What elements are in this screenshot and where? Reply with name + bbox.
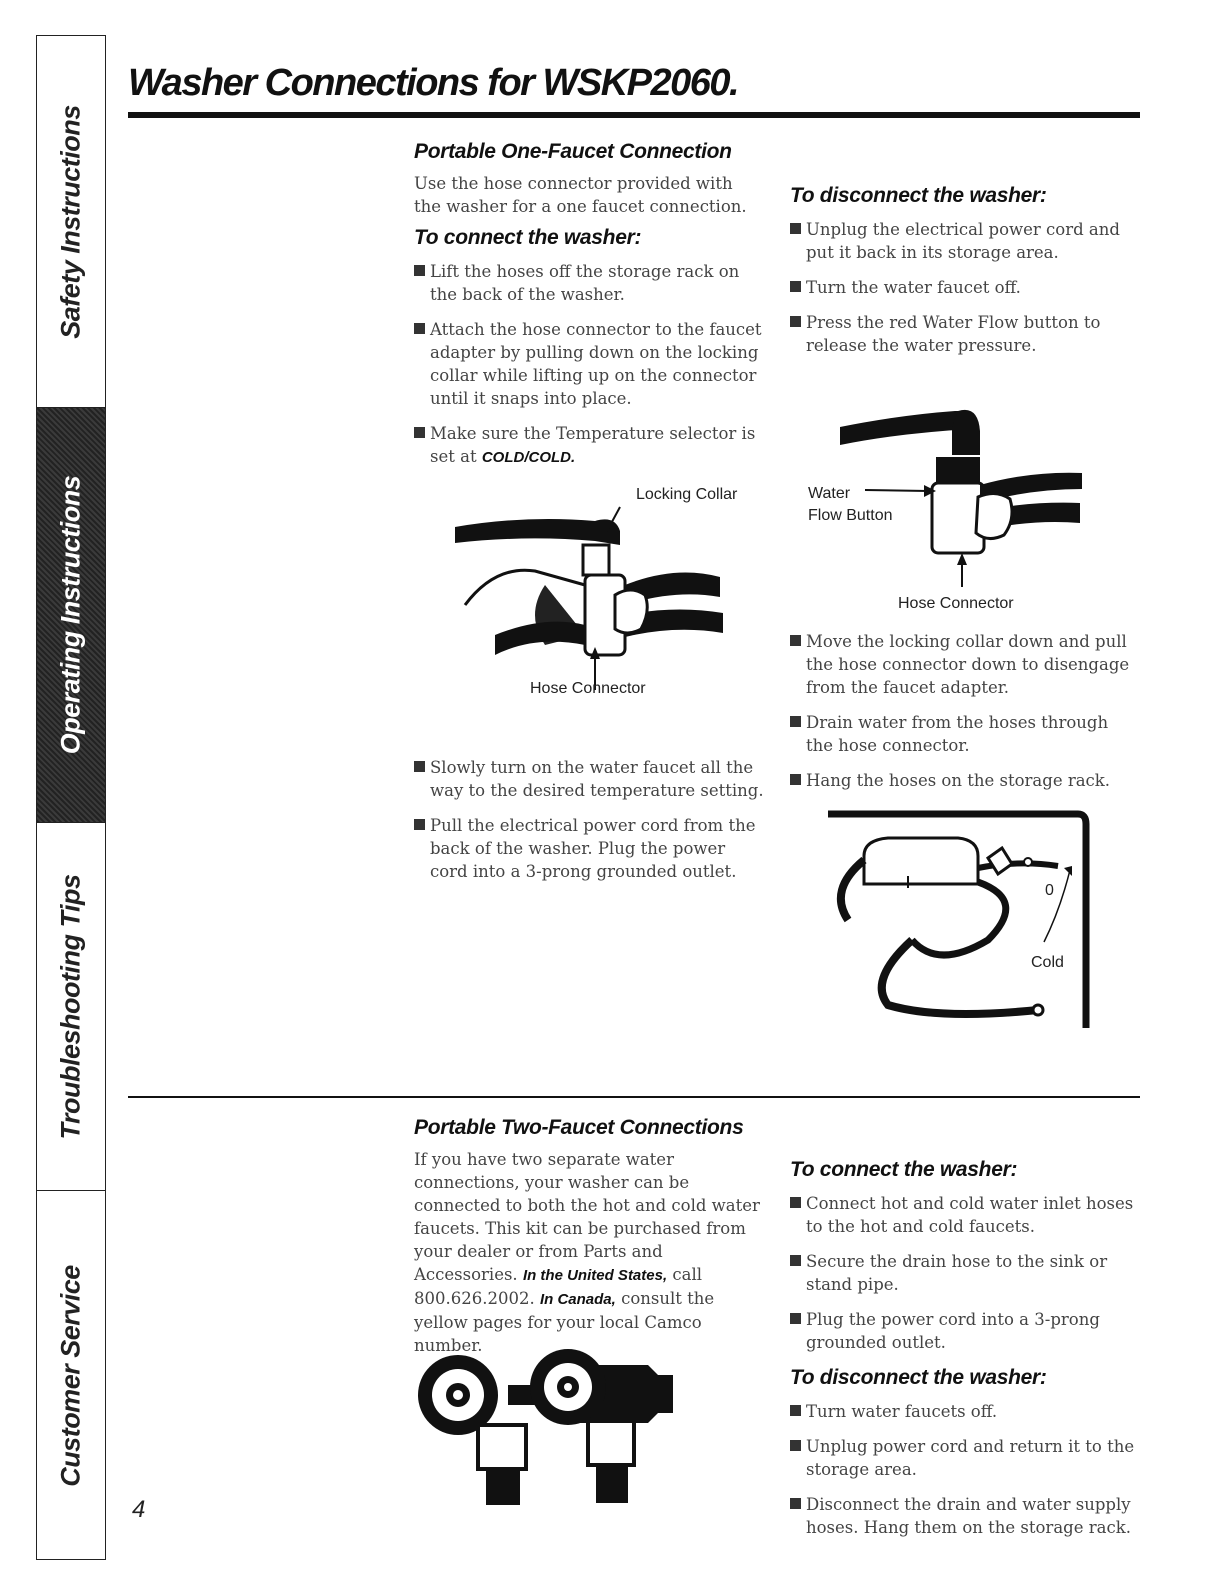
one-faucet-disconnect-steps-2 xyxy=(790,630,1140,804)
country-us: In the United States, xyxy=(522,1267,668,1284)
water-label: Water xyxy=(808,485,851,502)
step-item: Disconnect the drain and water supply hoses. Hang them on the storage rack. xyxy=(790,1493,1140,1539)
tab-label: Operating Instructions xyxy=(55,475,86,755)
locking-collar-label: Locking Collar xyxy=(636,486,738,503)
tab-operating-instructions[interactable] xyxy=(37,408,105,823)
hose-connector-label: Hose Connector xyxy=(898,595,1014,612)
step-item: Attach the hose connector to the faucet adapter by pulling down on the locking collar while lifting up on the connector until it snaps into place. xyxy=(414,318,764,410)
page-number: 4 xyxy=(132,1496,146,1523)
faucet-hose-connector-illustration xyxy=(455,505,735,675)
step-item: Drain water from the hoses through the hose connector. xyxy=(790,711,1140,757)
intro-text xyxy=(414,1148,768,1357)
step-item: Connect hot and cold water inlet hoses to the hot and cold faucets. xyxy=(790,1192,1140,1238)
step-item: Move the locking collar down and pull the hose connector down to disengage from the faucet adapter. xyxy=(790,630,1140,699)
step-item: Pull the electrical power cord from the back of the washer. Plug the power cord into a 3-prong grounded outlet. xyxy=(414,814,764,883)
two-faucet-steps-column xyxy=(790,1152,1140,1551)
connect-heading: To connect the washer: xyxy=(790,1158,1018,1181)
step-text: Make sure the Temperature selector is set at xyxy=(430,424,756,466)
step-item: Slowly turn on the water faucet all the way to the desired temperature setting. xyxy=(414,756,764,802)
section-divider xyxy=(128,1096,1140,1098)
step-item: Secure the drain hose to the sink or stand pipe. xyxy=(790,1250,1140,1296)
disconnect-heading: To disconnect the washer: xyxy=(790,184,1047,207)
step-item: Turn the water faucet off. xyxy=(790,276,1140,299)
section-heading: Portable Two-Faucet Connections xyxy=(414,1116,744,1139)
step-item: Unplug power cord and return it to the storage area. xyxy=(790,1435,1140,1481)
tab-label: Troubleshooting Tips xyxy=(55,874,86,1139)
one-faucet-connect-column xyxy=(414,140,764,481)
one-faucet-final-steps xyxy=(414,756,764,895)
disconnect-heading: To disconnect the washer: xyxy=(790,1366,1047,1389)
intro-part: If you have two separate water connections, your washer can be connected to both the hot and cold water faucets. This kit can be purchased from your dealer or from Parts and Accessories. xyxy=(414,1150,760,1284)
step-item: Plug the power cord into a 3-prong grounded outlet. xyxy=(790,1308,1140,1354)
two-faucets-illustration xyxy=(418,1345,680,1505)
tab-label: Safety Instructions xyxy=(55,104,86,339)
flow-button-label: Flow Button xyxy=(808,507,893,524)
section-heading: Portable One-Faucet Connection xyxy=(414,140,732,163)
page-title: Washer Connections for WSKP2060. xyxy=(128,62,739,104)
tab-customer-service[interactable] xyxy=(37,1191,105,1561)
intro-part: consult the yellow pages for your local Camco number. xyxy=(414,1289,715,1355)
intro-text: Use the hose connector provided with the washer for a one faucet connection. xyxy=(414,174,747,216)
intro-part: call 800.626.2002. xyxy=(414,1265,703,1308)
tab-label: Customer Service xyxy=(55,1265,86,1487)
step-item xyxy=(414,422,764,469)
step-item: Lift the hoses off the storage rack on the back of the washer. xyxy=(414,260,764,306)
step-item: Turn water faucets off. xyxy=(790,1400,1140,1423)
section-tabs xyxy=(36,35,106,1560)
country-canada: In Canada, xyxy=(539,1291,616,1308)
tab-troubleshooting-tips[interactable] xyxy=(37,823,105,1191)
one-faucet-disconnect-column xyxy=(790,178,1140,369)
connect-heading: To connect the washer: xyxy=(414,226,642,249)
step-item: Press the red Water Flow button to release the water pressure. xyxy=(790,311,1140,357)
cold-label: Cold xyxy=(1031,954,1064,971)
hose-connector-label: Hose Connector xyxy=(530,680,646,697)
water-flow-button-illustration xyxy=(840,405,1090,595)
hot-marker-label: 0 xyxy=(1045,882,1054,899)
tab-safety-instructions[interactable] xyxy=(37,36,105,408)
two-faucet-intro-column xyxy=(414,1116,768,1365)
step-item: Hang the hoses on the storage rack. xyxy=(790,769,1140,792)
storage-rack-illustration xyxy=(828,810,1098,1035)
title-rule xyxy=(128,112,1140,118)
temperature-setting: COLD/COLD. xyxy=(481,449,576,466)
step-item: Unplug the electrical power cord and put it back in its storage area. xyxy=(790,218,1140,264)
